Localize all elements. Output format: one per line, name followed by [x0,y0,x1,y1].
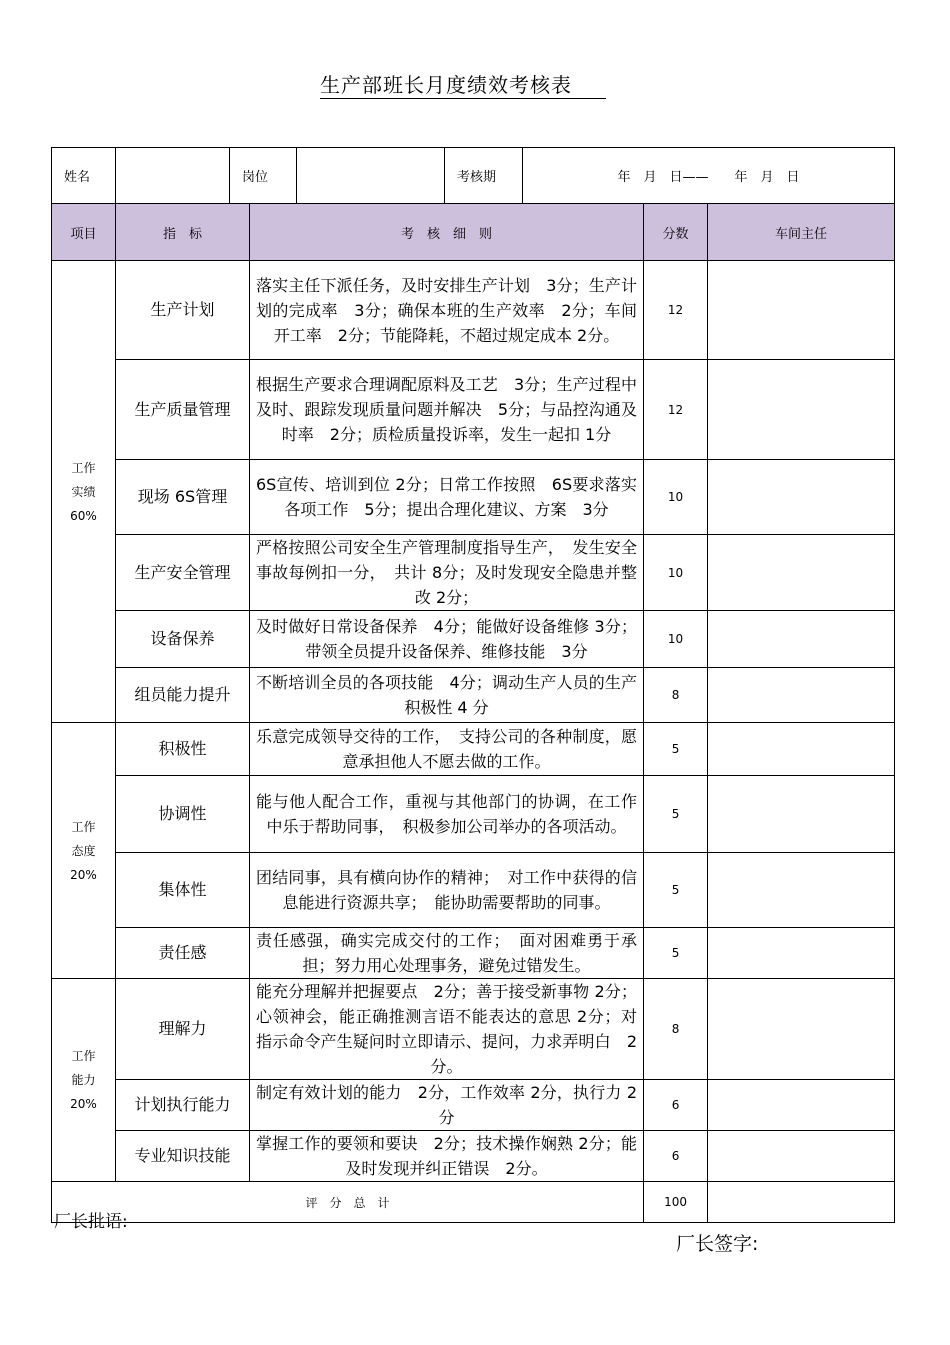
supervisor-score-field[interactable] [708,723,895,776]
indicator-cell: 积极性 [116,723,250,776]
score-cell: 5 [644,776,708,853]
indicator-cell: 集体性 [116,853,250,928]
score-cell: 10 [644,611,708,668]
table-row [52,261,895,360]
supervisor-score-field[interactable] [708,1131,895,1182]
info-row [52,148,895,204]
header-supervisor: 车间主任 [708,204,895,261]
indicator-cell: 责任感 [116,928,250,979]
category-line: 工作 [71,1049,96,1063]
indicator-cell: 现场 6S管理 [116,460,250,535]
evaluation-table [51,147,895,1223]
score-cell: 5 [644,928,708,979]
header-item: 项目 [52,204,116,261]
category-line: 工作 [71,460,96,475]
supervisor-score-field[interactable] [708,360,895,460]
table-row [52,723,895,776]
table-row [52,1131,895,1182]
position-field[interactable] [297,148,445,204]
table-row [52,611,895,668]
detail-cell: 掌握工作的要领和要诀 2分；技术操作娴熟 2分；能及时发现并纠正错误 2分。 [250,1131,644,1182]
director-comment-label: 厂长批语: [54,1212,128,1232]
header-score: 分数 [644,204,708,261]
period-label: 考核期 [445,148,523,204]
score-cell: 5 [644,723,708,776]
detail-cell: 及时做好日常设备保养 4分；能做好设备维修 3分；带领全员提升设备保养、维修技能 3分 [250,611,644,668]
supervisor-score-field[interactable] [708,853,895,928]
detail-cell: 责任感强，确实完成交付的工作； 面对困难勇于承担；努力用心处理事务，避免过错发生。 [250,928,644,979]
supervisor-score-field[interactable] [708,1080,895,1131]
indicator-cell: 生产计划 [116,261,250,360]
category-line: 20% [70,1097,97,1111]
supervisor-score-field[interactable] [708,611,895,668]
header-row [52,204,895,261]
director-signature-label: 厂长签字: [676,1233,759,1255]
total-supervisor-field[interactable] [708,1182,895,1223]
indicator-cell: 专业知识技能 [116,1131,250,1182]
indicator-cell: 生产安全管理 [116,535,250,611]
indicator-cell: 设备保养 [116,611,250,668]
detail-cell: 能与他人配合工作，重视与其他部门的协调，在工作中乐于帮助同事， 积极参加公司举办的各项活动。 [250,776,644,853]
detail-cell: 落实主任下派任务，及时安排生产计划 3分；生产计划的完成率 3分；确保本班的生产效率 2分；车间开工率 2分；节能降耗，不超过规定成本 2分。 [250,261,644,360]
indicator-cell: 协调性 [116,776,250,853]
category-line: 实绩 [71,484,96,499]
detail-cell: 不断培训全员的各项技能 4分；调动生产人员的生产积极性 4 分 [250,668,644,723]
supervisor-score-field[interactable] [708,979,895,1080]
supervisor-score-field[interactable] [708,668,895,723]
detail-cell: 根据生产要求合理调配原料及工艺 3分；生产过程中及时、跟踪发现质量问题并解决 5分；与品控沟通及时率 2分；质检质量投诉率，发生一起扣 1分 [250,360,644,460]
header-detail: 考 核 细 则 [250,204,644,261]
score-cell: 6 [644,1080,708,1131]
indicator-cell: 计划执行能力 [116,1080,250,1131]
category-line: 60% [70,508,97,523]
category-cell [52,723,116,979]
table-row [52,1080,895,1131]
score-cell: 10 [644,535,708,611]
score-cell: 10 [644,460,708,535]
period-field[interactable] [523,148,895,204]
detail-cell: 乐意完成领导交待的工作， 支持公司的各种制度，愿意承担他人不愿去做的工作。 [250,723,644,776]
supervisor-score-field[interactable] [708,460,895,535]
supervisor-score-field[interactable] [708,535,895,611]
category-cell [52,261,116,723]
supervisor-score-field[interactable] [708,928,895,979]
table-row [52,853,895,928]
category-line: 工作 [71,819,96,834]
detail-cell: 6S宣传、培训到位 2分；日常工作按照 6S要求落实各项工作 5分；提出合理化建议、方案 3分 [250,460,644,535]
indicator-cell: 生产质量管理 [116,360,250,460]
category-line: 能力 [71,1073,96,1087]
score-cell: 8 [644,668,708,723]
category-line: 态度 [71,843,96,858]
detail-cell: 严格按照公司安全生产管理制度指导生产， 发生安全事故每例扣一分， 共计 8分；及时发现安全隐患并整改 2分； [250,535,644,611]
table-row [52,928,895,979]
detail-cell: 制定有效计划的能力 2分，工作效率 2分，执行力 2分 [250,1080,644,1131]
detail-cell: 能充分理解并把握要点 2分；善于接受新事物 2分；心领神会，能正确推测言语不能表达的意思 2分；对指示命令产生疑问时立即请示、提问，力求弄明白 2分。 [250,979,644,1080]
total-row [52,1182,895,1223]
category-cell [52,979,116,1182]
name-label: 姓名 [52,148,116,204]
period-date-text: 年 月 日—— 年 月 日 [617,170,800,185]
table-row [52,460,895,535]
table-row [52,668,895,723]
supervisor-score-field[interactable] [708,776,895,853]
score-cell: 12 [644,360,708,460]
indicator-cell: 理解力 [116,979,250,1080]
total-score: 100 [644,1182,708,1223]
score-cell: 6 [644,1131,708,1182]
supervisor-score-field[interactable] [708,261,895,360]
name-field[interactable] [116,148,230,204]
category-line: 20% [70,867,97,882]
score-cell: 5 [644,853,708,928]
indicator-cell: 组员能力提升 [116,668,250,723]
total-label: 评 分 总 计 [52,1182,644,1223]
table-row [52,360,895,460]
table-row [52,776,895,853]
page-title: 生产部班长月度绩效考核表 [320,72,606,99]
score-cell: 8 [644,979,708,1080]
table-row [52,979,895,1080]
detail-cell: 团结同事，具有横向协作的精神； 对工作中获得的信息能进行资源共享； 能协助需要帮助的同事。 [250,853,644,928]
table-row [52,535,895,611]
score-cell: 12 [644,261,708,360]
position-label: 岗位 [230,148,297,204]
header-indicator: 指 标 [116,204,250,261]
